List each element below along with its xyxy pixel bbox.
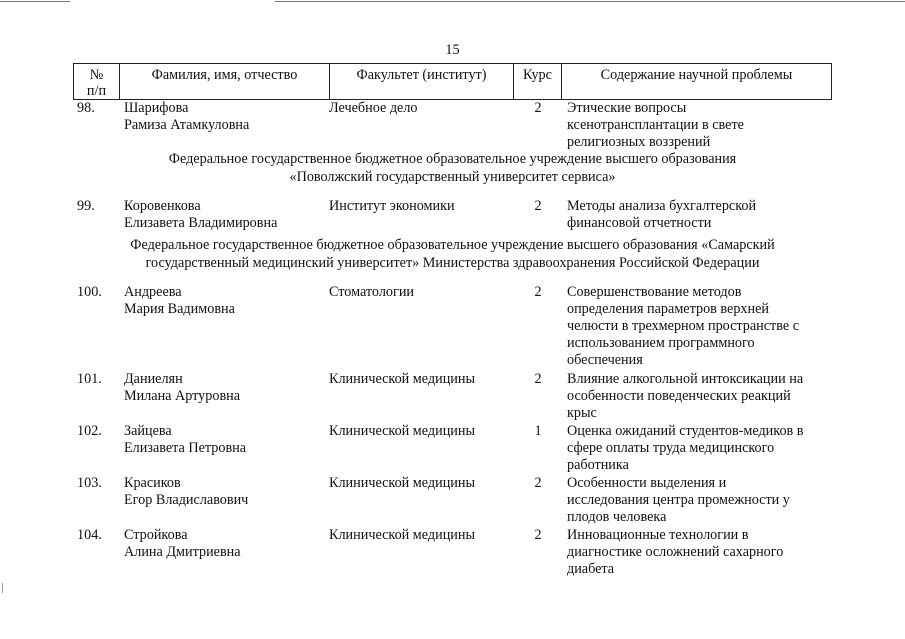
row-course: 1 [534,423,542,439]
row-faculty: Лечебное дело [329,100,418,116]
table-header [73,63,832,100]
row-topic-line: определения параметров верхней [567,301,769,317]
row-faculty: Институт экономики [329,198,455,214]
row-topic-line: исследования центра промежности у [567,492,790,508]
row-surname: Коровенкова [124,198,201,214]
row-num: 99. [77,198,95,214]
row-topic-line: крыс [567,405,597,421]
row-course: 2 [534,475,542,491]
row-topic-line: Совершенствование методов [567,284,742,300]
row-given-name: Алина Дмитриевна [124,544,241,560]
organization-heading-line: «Поволжский государственный университет сервиса» [289,169,616,185]
row-course: 2 [534,100,542,116]
header-course: Курс [513,64,561,99]
organization-heading-line: Федеральное государственное бюджетное образовательное учреждение высшего образования «Самарский [130,237,775,253]
row-topic-line: ксенотрансплантации в свете [567,117,744,133]
row-surname: Красиков [124,475,181,491]
header-num [74,64,119,99]
row-topic-line: Влияние алкогольной интоксикации на [567,371,804,387]
page-number: 15 [445,42,460,58]
row-topic-line: плодов человека [567,509,667,525]
row-course: 2 [534,198,542,214]
row-faculty: Клинической медицины [329,527,476,543]
row-faculty: Клинической медицины [329,423,476,439]
row-num: 101. [77,371,102,387]
row-given-name: Егор Владиславович [124,492,249,508]
organization-heading-line: Федеральное государственное бюджетное образовательное учреждение высшего образования [168,151,737,167]
row-topic-line: работника [567,457,629,473]
row-topic-line: использованием программного [567,335,755,351]
row-faculty: Стоматологии [329,284,415,300]
row-course: 2 [534,371,542,387]
row-topic-line: финансовой отчетности [567,215,712,231]
row-topic-line: диагностике осложнений сахарного [567,544,784,560]
row-surname: Андреева [124,284,182,300]
row-topic-line: Особенности выделения и [567,475,727,491]
row-course: 2 [534,284,542,300]
row-surname: Даниелян [124,371,183,387]
row-given-name: Милана Артуровна [124,388,241,404]
header-name: Фамилия, имя, отчество [119,64,329,99]
row-course: 2 [534,527,542,543]
row-num: 102. [77,423,102,439]
scan-artifact-left [0,1,70,2]
row-num: 98. [77,100,95,116]
row-topic-line: сфере оплаты труда медицинского [567,440,775,456]
row-num: 100. [77,284,102,300]
row-surname: Шарифова [124,100,189,116]
row-num: 103. [77,475,102,491]
row-topic-line: особенности поведенческих реакций [567,388,791,404]
row-given-name: Елизавета Владимировна [124,215,278,231]
row-given-name: Мария Вадимовна [124,301,235,317]
row-faculty: Клинической медицины [329,371,476,387]
organization-heading-line: государственный медицинский университет» Министерства здравоохранения Российской Федерации [145,255,760,271]
row-surname: Стройкова [124,527,188,543]
row-num: 104. [77,527,102,543]
row-given-name: Елизавета Петровна [124,440,247,456]
row-topic-line: Инновационные технологии в [567,527,749,543]
row-topic-line: Этические вопросы [567,100,687,116]
row-faculty: Клинической медицины [329,475,476,491]
row-topic-line: религиозных воззрений [567,134,711,150]
row-given-name: Рамиза Атамкуловна [124,117,250,133]
row-topic-line: Методы анализа бухгалтерской [567,198,757,214]
scan-artifact-right [275,1,905,2]
scan-mark [2,583,3,593]
header-topic: Содержание научной проблемы [561,64,831,99]
header-faculty: Факультет (институт) [329,64,513,99]
row-topic-line: челюсти в трехмерном пространстве с [567,318,800,334]
row-topic-line: диабета [567,561,615,577]
header-num-label: № п/п [86,67,107,99]
row-topic-line: Оценка ожиданий студентов-медиков в [567,423,804,439]
row-topic-line: обеспечения [567,352,643,368]
row-surname: Зайцева [124,423,172,439]
